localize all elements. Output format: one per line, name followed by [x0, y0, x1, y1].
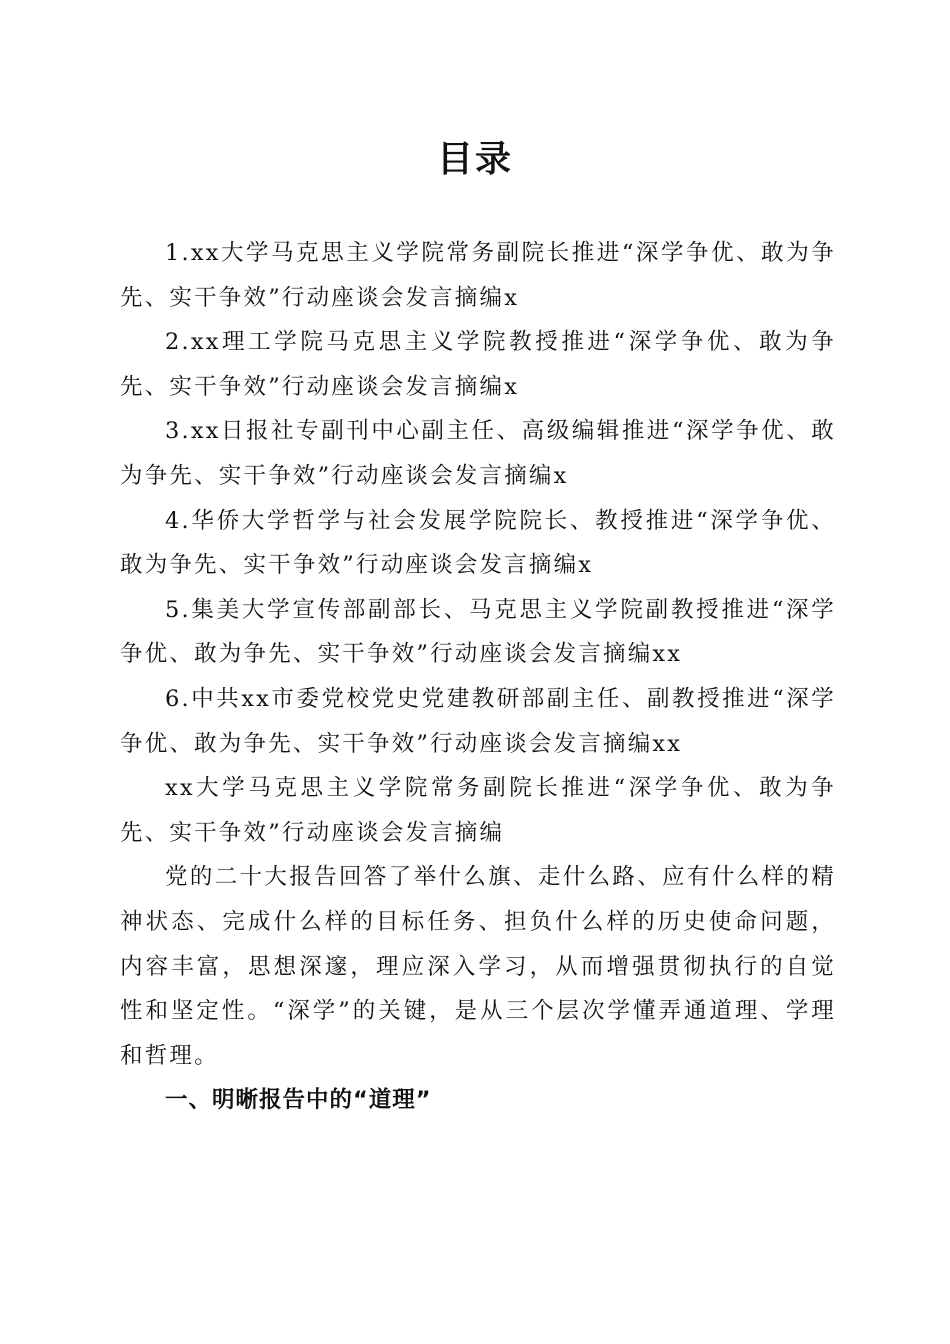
toc-entry-2: 2.xx理工学院马克思主义学院教授推进“深学争优、敢为争先、实干争效”行动座谈会发言摘编x	[120, 329, 836, 400]
toc-entry-4: 4.华侨大学哲学与社会发展学院院长、教授推进“深学争优、敢为争先、实干争效”行动座谈会发言摘编x	[120, 507, 836, 579]
section-heading: 一、明晰报告中的“道理”	[165, 1087, 432, 1114]
document-title: 目录	[436, 138, 513, 180]
article-title: xx大学马克思主义学院常务副院长推进“深学争优、敢为争先、实干争效”行动座谈会发言摘编	[120, 775, 836, 846]
body-paragraph: 党的二十大报告回答了举什么旗、走什么路、应有什么样的精神状态、完成什么样的目标任务、担负什么样的历史使命问题，内容丰富，思想深邃，理应深入学习，从而增强贯彻执行的自觉性和坚定性。“深学”的关键，是从三个层次学懂弄通道理、学理和哲理。	[120, 864, 836, 1069]
toc-entry-3: 3.xx日报社专副刊中心副主任、高级编辑推进“深学争优、敢为争先、实干争效”行动座谈会发言摘编x	[120, 418, 836, 489]
document-body	[120, 231, 836, 1123]
toc-entry-1: 1.xx大学马克思主义学院常务副院长推进“深学争优、敢为争先、实干争效”行动座谈会发言摘编x	[120, 240, 836, 311]
toc-entry-6: 6.中共xx市委党校党史党建教研部副主任、副教授推进“深学争优、敢为争先、实干争效”行动座谈会发言摘编xx	[120, 685, 836, 757]
toc-entry-5: 5.集美大学宣传部副部长、马克思主义学院副教授推进“深学争优、敢为争先、实干争效”行动座谈会发言摘编xx	[120, 596, 836, 668]
